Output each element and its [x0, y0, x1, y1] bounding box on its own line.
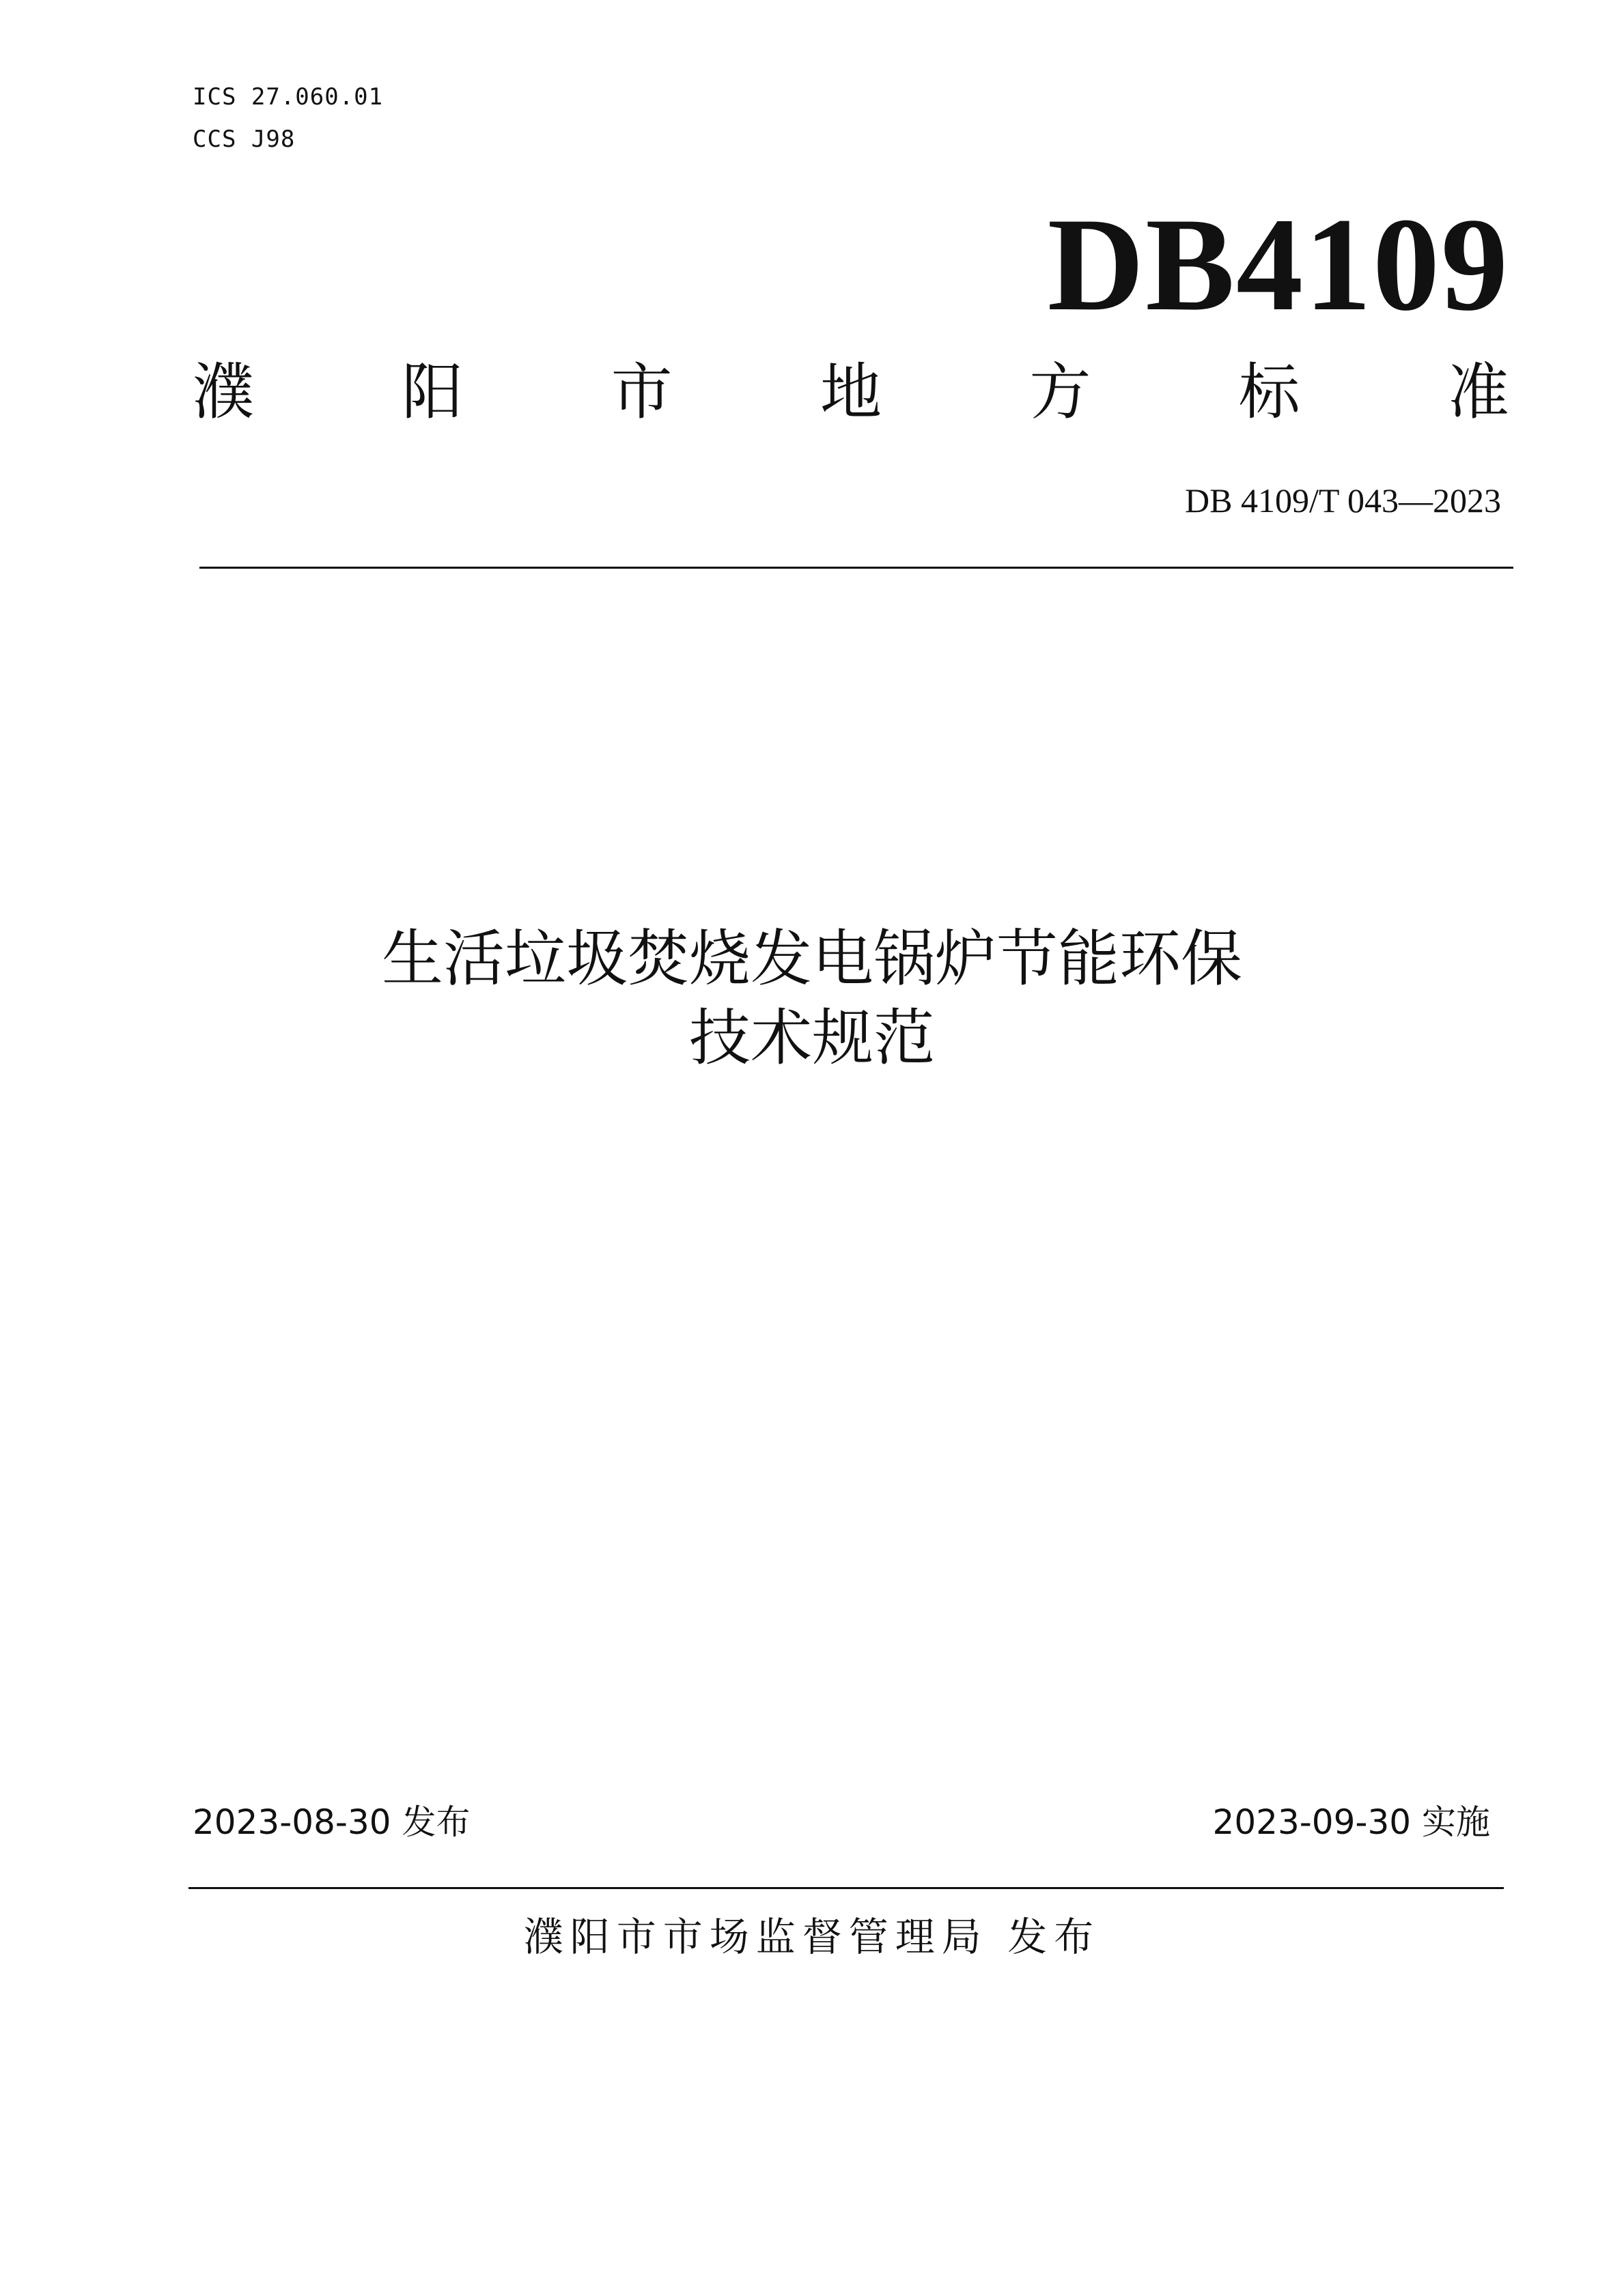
standard-type-char: 标 [1238, 356, 1300, 428]
header-divider [199, 567, 1513, 569]
standard-type-char: 市 [611, 356, 673, 428]
standard-type-heading [193, 356, 1509, 428]
implementation-date: 2023-09-30 实施 [1212, 1802, 1490, 1842]
ics-code: ICS 27.060.01 [193, 83, 384, 111]
standard-number: DB 4109/T 043—2023 [1185, 481, 1501, 520]
document-title-line-2: 技术规范 [689, 1002, 935, 1074]
standard-type-char: 濮 [193, 356, 254, 428]
standard-type-char: 准 [1447, 356, 1509, 428]
ccs-code: CCS J98 [193, 126, 296, 153]
issuing-authority: 濮阳市市场监督管理局 发布 [523, 1914, 1101, 1960]
footer-divider [188, 1887, 1504, 1889]
standard-mark: DB4109 [1047, 190, 1509, 339]
standard-type-char: 阳 [402, 356, 464, 428]
standard-type-char: 地 [820, 356, 882, 428]
standard-type-char: 方 [1029, 356, 1091, 428]
document-title-line-1: 生活垃圾焚烧发电锅炉节能环保 [382, 923, 1242, 995]
issue-date: 2023-08-30 发布 [193, 1802, 471, 1842]
